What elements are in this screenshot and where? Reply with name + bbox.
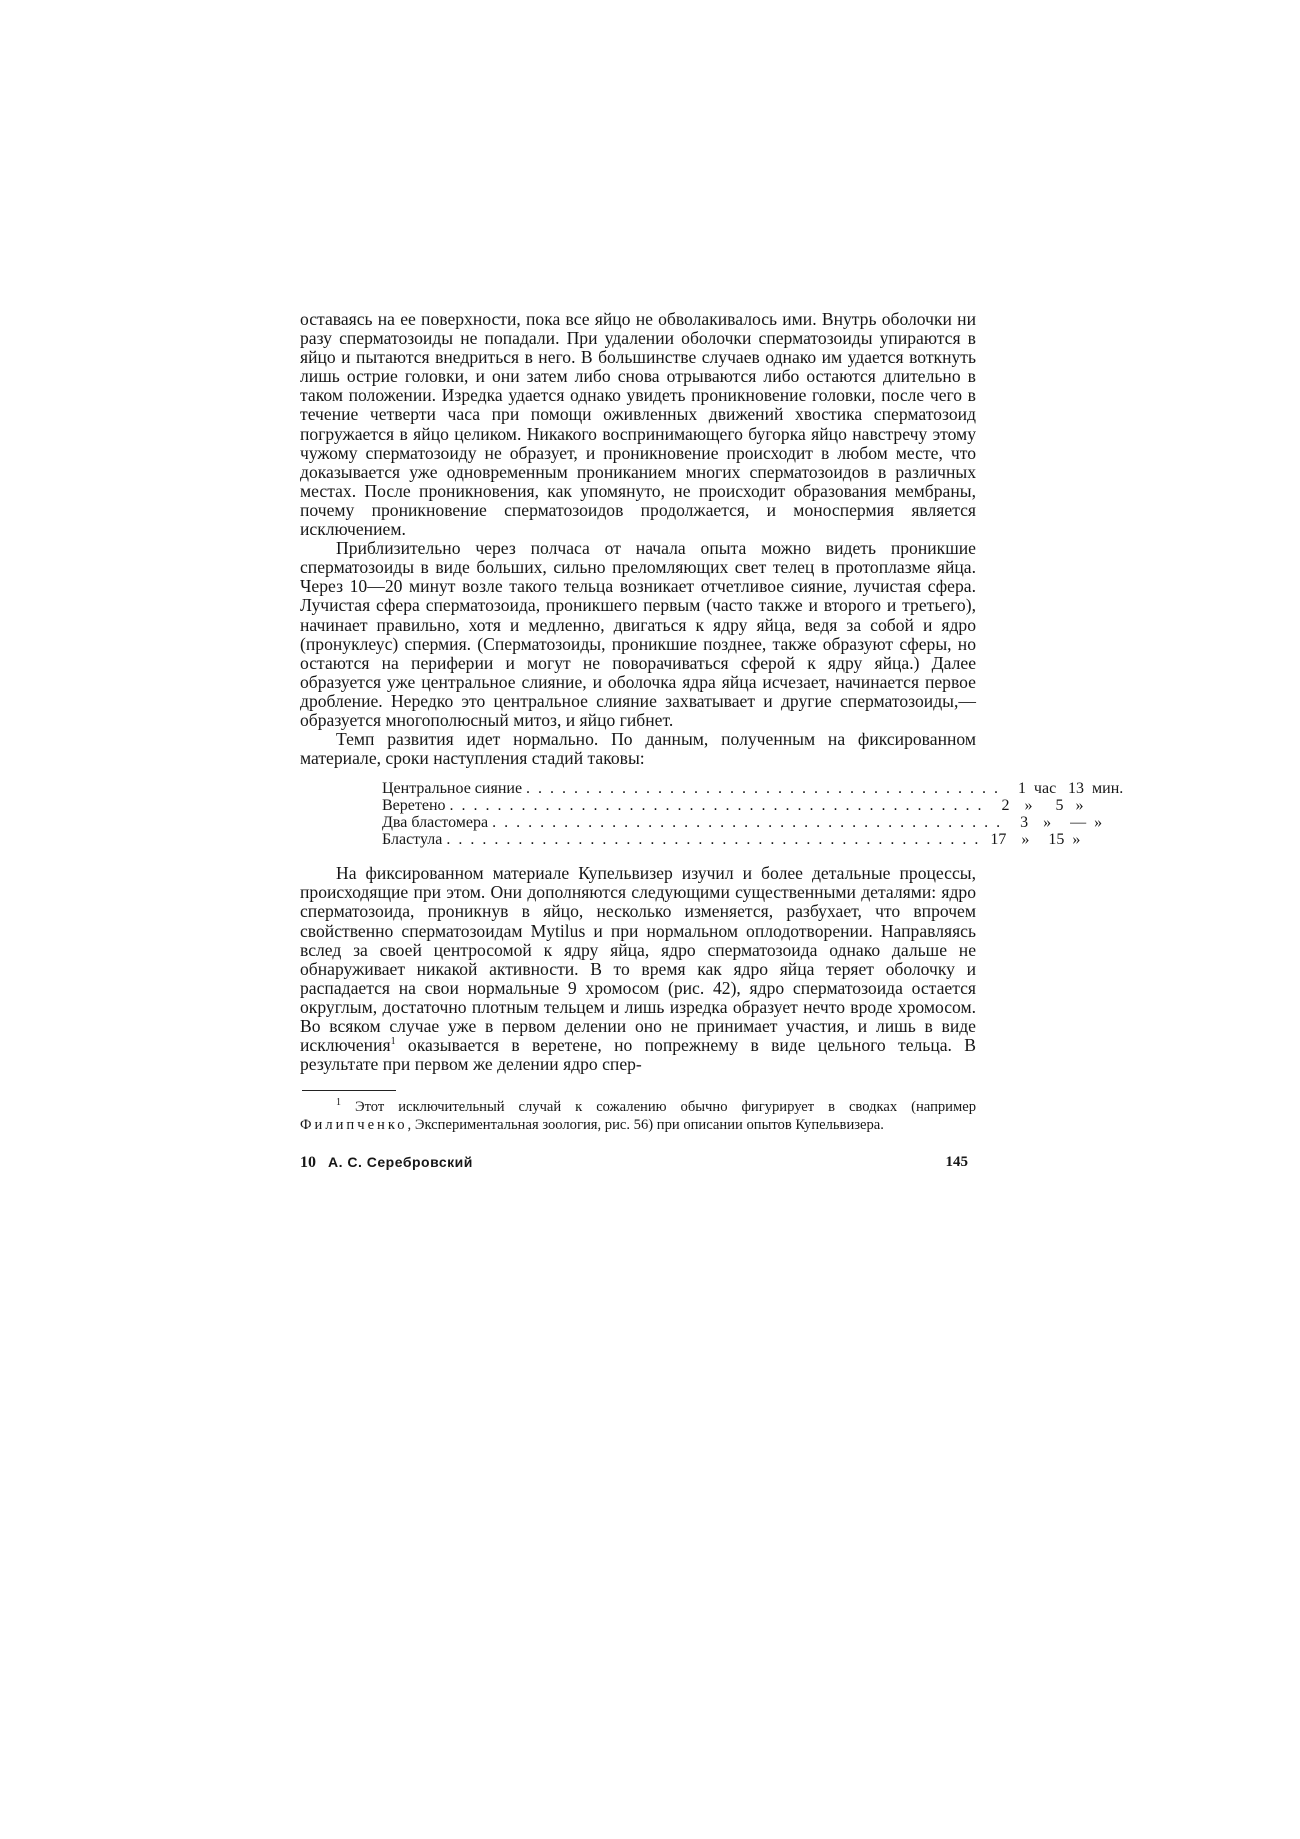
stage-time	[984, 831, 1110, 848]
time-hours-unit: »	[1021, 831, 1030, 849]
stage-label: Веретено	[382, 797, 446, 815]
stage-time	[1004, 780, 1130, 797]
paragraph-2: Приблизительно через полчаса от начала опыта можно видеть проникшие сперматозоиды в виде больших, сильно преломляющих свет телец в протоплазме яйца. Через 10—20 минут возле такого тельца возникает отчетливое сияние, лучистая сфера. Лучистая сфера сперматозоида, проникшего первым (часто также и второго и третьего), начинает правильно, хотя и медленно, двигаться к ядру яйца, ведя за собой и ядро (пронуклеус) спермия. (Сперматозоиды, проникшие позднее, также образуют сферы, но остаются на периферии и могут не поворачиваться сферой к ядру яйца.) Далее образуется уже центральное слияние, и оболочка ядра яйца исчезает, начинается первое дробление. Нередко это центральное слияние захватывает и другие сперматозоиды,—образуется многополюсный митоз, и яйцо гибнет.	[300, 538, 976, 730]
time-minutes-unit: »	[1072, 831, 1081, 849]
time-minutes-unit: »	[1075, 797, 1084, 815]
time-minutes: 13	[1068, 780, 1085, 798]
footnote	[300, 1099, 976, 1134]
footnote-text: Этот исключительный случай к сожалению обычно фигурирует в сводках (например	[341, 1099, 976, 1116]
time-hours: 3	[1020, 814, 1029, 832]
table-row	[382, 780, 1124, 798]
paragraph-1: оставаясь на ее поверхности, пока все яйцо не обволакивалось ими. Внутрь оболочки ни разу сперматозоиды не попадали. При удалении оболочки сперматозоиды упираются в яйцо и пытаются внедриться в него. В большинстве случаев однако им удается воткнуть лишь острие головки, и они затем либо снова отрываются либо остаются длительно в таком положении. Изредка удается однако увидеть проникновение головки, после чего в течение четверти часа при помощи оживленных движений хвостика сперматозоид погружается в яйцо целиком. Никакого воспринимающего бугорка яйцо навстречу этому чужому сперматозоиду не образует, и проникновение происходит в любом месте, что доказывается уже одновременным прониканием многих сперматозоидов в различных местах. После проникновения, как упомянуто, не происходит образования мембраны, почему проникновение сперматозоидов продолжается, и моноспермия является исключением.	[300, 309, 976, 540]
stages-table	[382, 780, 1124, 849]
stage-time	[1006, 814, 1132, 831]
time-minutes: 15	[1048, 831, 1065, 849]
stage-label: Бластула	[382, 831, 443, 849]
signature-number: 10	[300, 1154, 316, 1172]
time-hours: 2	[1001, 797, 1010, 815]
table-row	[382, 814, 1103, 832]
footnote-author: Филипченко	[300, 1116, 408, 1133]
paragraph-4-text-cont: оказывается в веретене, но попрежнему в виде цельного тельца. В результате при первом же делении ядро спер-	[300, 1035, 976, 1075]
stage-label: Центральное сияние	[382, 780, 523, 798]
signature-name: А. С. Серебровский	[328, 1154, 473, 1171]
printer-signature	[300, 1154, 473, 1172]
leader-dots: . . . . . . . . . . . . . . . . . . . . . . . . . . . . . . . . . . . . . . . . . . .	[492, 814, 1003, 832]
time-minutes: 5	[1055, 797, 1064, 815]
time-minutes-unit: мин.	[1092, 780, 1124, 798]
time-hours-unit: час	[1033, 780, 1057, 798]
table-row	[382, 831, 1081, 849]
time-minutes-unit: »	[1094, 814, 1103, 832]
paragraph-4	[300, 864, 976, 1074]
footnote-divider	[302, 1090, 396, 1091]
time-hours: 1	[1018, 780, 1027, 798]
leader-dots: . . . . . . . . . . . . . . . . . . . . . . . . . . . . . . . . . . . . . . . . . . . . .	[446, 831, 981, 849]
page-number: 145	[945, 1154, 968, 1171]
document-page	[300, 309, 1124, 1172]
table-row	[382, 797, 1084, 815]
stage-label: Два бластомера	[382, 814, 489, 832]
stage-time	[988, 797, 1114, 814]
footnote-marker: 1	[336, 1097, 341, 1109]
leader-dots: . . . . . . . . . . . . . . . . . . . . . . . . . . . . . . . . . . . . . . . .	[526, 780, 1001, 798]
time-minutes: —	[1070, 814, 1087, 832]
time-hours-unit: »	[1024, 797, 1033, 815]
time-hours-unit: »	[1043, 814, 1052, 832]
footnote-text-cont: , Экспериментальная зоология, рис. 56) при описании опытов Купельвизера.	[407, 1116, 884, 1133]
paragraph-4-text: На фиксированном материале Купельвизер изучил и более детальные процессы, происходящие при этом. Они дополняются следующими существенными деталями: ядро сперматозоида, проникнув в яйцо, несколько изменяется, разбухает, что впрочем свойственно сперматозоидам Mytilus и при нормальном оплодотворении. Направляясь вслед за своей центросомой к ядру яйца, ядро сперматозоида однако дальше не обнаруживает никакой активности. В то время как ядро яйца теряет оболочку и распадается на свои нормальные 9 хромосом (рис. 42), ядро сперматозоида остается округлым, достаточно плотным тельцем и лишь изредка образует нечто вроде хромосом. Во всяком случае уже в первом делении оно не принимает участия, и лишь в виде исключения	[300, 863, 976, 1056]
leader-dots: . . . . . . . . . . . . . . . . . . . . . . . . . . . . . . . . . . . . . . . . . . . . .	[449, 797, 984, 815]
footnote-ref: 1	[390, 1036, 396, 1048]
time-hours: 17	[990, 831, 1007, 849]
paragraph-3: Темп развития идет нормально. По данным, полученным на фиксированном материале, сроки наступления стадий таковы:	[300, 729, 976, 769]
page-footer	[300, 1154, 976, 1172]
